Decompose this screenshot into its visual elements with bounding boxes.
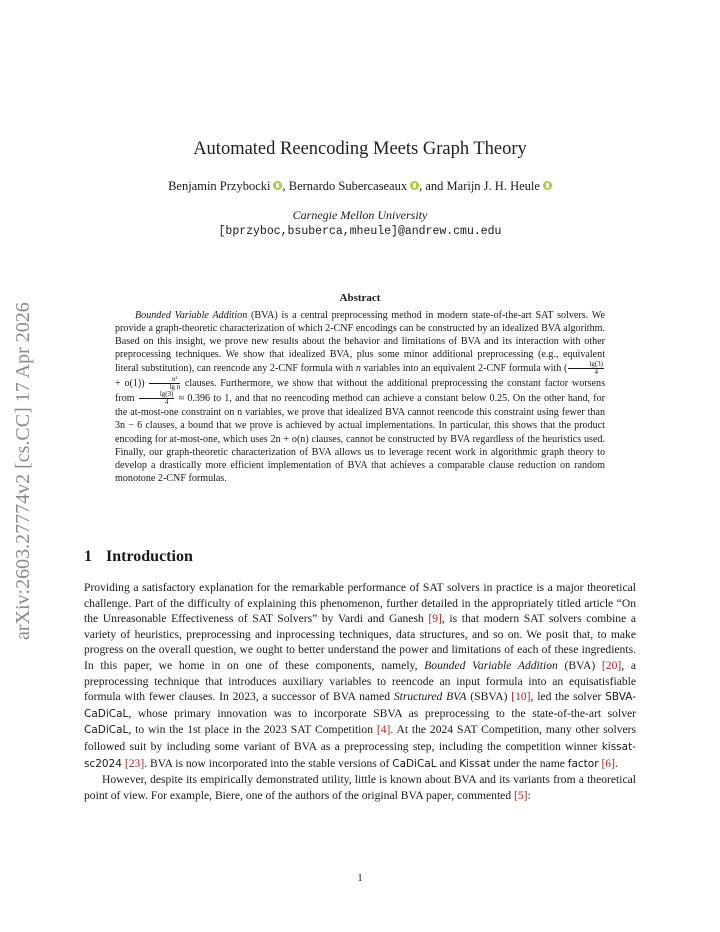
text: under the name — [490, 756, 568, 770]
abstract-text: (BVA) is a central preprocessing method in modern state-of-the-art SAT solvers. We provide a graph-theoretic characterization of which 2-CNF encodings can be constructed by an idealized BVA algorithm. Based on this insight, we prove new results about the behavior and limitations of BVA and its interaction with other preprocessing techniques. We show that idealized BVA, plus some minor additional preprocessing (e.g., equivalent literal substitution), can reencode any 2-CNF formula with — [115, 310, 605, 375]
abstract-heading: Abstract — [339, 292, 381, 304]
text: Providing a satisfactory explanation for the remarkable performance of SAT solvers in practice is a major theoretical challenge. Part of the difficulty of explaining this phenomenon, further detailed in the appropriately titled article “On the Unreasonable Effectiveness of SAT Solvers” by Vardi and Ganesh — [84, 581, 636, 626]
solver-name: kissat-sc2024 — [84, 740, 636, 770]
author-separator: , — [282, 179, 289, 193]
citation-link[interactable]: [9] — [428, 612, 442, 626]
citation-link[interactable]: [23] — [124, 756, 145, 770]
fraction-denominator: 4 — [594, 368, 598, 377]
paragraph — [84, 772, 636, 803]
orcid-icon[interactable] — [543, 181, 552, 190]
text: (BVA) — [557, 658, 602, 672]
fraction — [568, 361, 604, 376]
author-list — [0, 179, 720, 194]
fraction — [139, 391, 175, 406]
fraction-numerator: lg(3) — [139, 391, 175, 399]
text: . BVA is now incorporated into the stable versions of — [144, 756, 393, 770]
emphasis: Bounded Variable Addition — [424, 658, 558, 672]
solver-name: factor — [567, 757, 599, 770]
section-heading — [84, 548, 644, 566]
fraction-denominator: lg n — [169, 383, 181, 392]
text: . — [614, 756, 618, 770]
text: , to win the 1st place in the 2023 SAT Competition — [128, 723, 377, 737]
text: : — [527, 788, 531, 802]
text: . At the 2024 SAT Competition, many other solvers followed suit by including some variant of BVA as a preprocessing step, including the competition winner — [84, 723, 636, 753]
section-title: Introduction — [106, 548, 193, 565]
citation-link[interactable]: [5] — [514, 788, 528, 802]
solver-name: CaDiCaL — [392, 757, 437, 770]
author-emails: [bprzyboc,bsuberca,mheule]@andrew.cmu.edu — [218, 225, 502, 238]
paragraph — [84, 580, 636, 772]
abstract-body — [115, 309, 605, 485]
text: , a preprocessing technique that introduces auxiliary variables to reencode an input formula into an equisatisfiable formula with fewer clauses. In 2023, a successor of BVA named — [84, 658, 636, 704]
fraction-denominator: 4 — [164, 398, 169, 407]
text: , whose primary innovation was to incorporate SBVA as preprocessing to the state-of-the-art solver — [128, 706, 636, 720]
author-name: Benjamin Przybocki — [168, 179, 271, 193]
fraction-numerator: n² — [149, 376, 180, 384]
text: However, despite its empirically demonstrated utility, little is known about BVA and its variants from a theoretical point of view. For example, Biere, one of the authors of the original BVA paper, commented — [84, 773, 636, 802]
solver-name: Kissat — [459, 757, 491, 770]
fraction-numerator: lg(3) — [568, 361, 604, 369]
text: , is that modern SAT solvers combine a variety of heuristics, preprocessing and inprocessing techniques, data structures, and so on. We posit that, to make progress on the overall question, we ought to better understand the power and limitations of each of these ingredients. In this paper, we home in on one of these components, namely, — [84, 612, 636, 672]
abstract-text: clauses. Furthermore, we show that without the additional preprocessing the constant factor worsens from — [115, 378, 605, 405]
arxiv-stamp: arXiv:2603.27774v2 [cs.CC] 17 Apr 2026 — [12, 302, 34, 640]
citation-link[interactable]: [4] — [376, 723, 391, 737]
paper-title: Automated Reencoding Meets Graph Theory — [193, 139, 527, 159]
abstract-emphasis: Bounded Variable Addition — [135, 310, 248, 321]
text: (SBVA) — [466, 690, 512, 704]
author-name: Marijn J. H. Heule — [446, 179, 540, 193]
emphasis: Structured BVA — [393, 690, 467, 704]
solver-name: SBVA-CaDiCaL — [84, 691, 636, 720]
section-number: 1 — [84, 548, 92, 565]
citation-link[interactable]: [20] — [601, 658, 622, 672]
abstract-text: variables into an equivalent 2-CNF formula with ( — [360, 363, 568, 375]
solver-name: CaDiCaL — [84, 724, 129, 737]
orcid-icon[interactable] — [410, 181, 419, 190]
author-name: Bernardo Subercaseaux — [288, 179, 408, 193]
fraction — [149, 376, 180, 391]
text: and — [436, 756, 460, 770]
text: , led the solver — [530, 690, 606, 704]
citation-link[interactable]: [10] — [511, 690, 531, 704]
abstract-text: + o(1)) — [115, 378, 149, 390]
introduction-body — [84, 580, 636, 803]
page-number: 1 — [357, 872, 363, 884]
citation-link[interactable]: [6] — [601, 756, 615, 770]
abstract-text: ≈ 0.396 to 1, and that no reencoding method can achieve a constant below 0.25. On the other hand, for the at-most-one constraint on n variables, we prove that idealized BVA cannot reencode this constraint using fewer than 3n − 6 clauses, a bound that we prove is achieved by actual implementations. In particular, this shows that the product encoding for at-most-one, which uses 2n + o(n) clauses, cannot be constructed by BVA regardless of the heuristics used. Finally, our graph-theoretic characterization of BVA allows us to leverage recent work in algorithmic graph theory to develop a drastically more efficient implementation of BVA that achieves a comparable clause reduction on random monotone 2-CNF formulas. — [115, 393, 605, 484]
abstract-math: n — [355, 363, 361, 375]
affiliation: Carnegie Mellon University — [292, 208, 428, 222]
author-separator: , and — [419, 179, 447, 193]
